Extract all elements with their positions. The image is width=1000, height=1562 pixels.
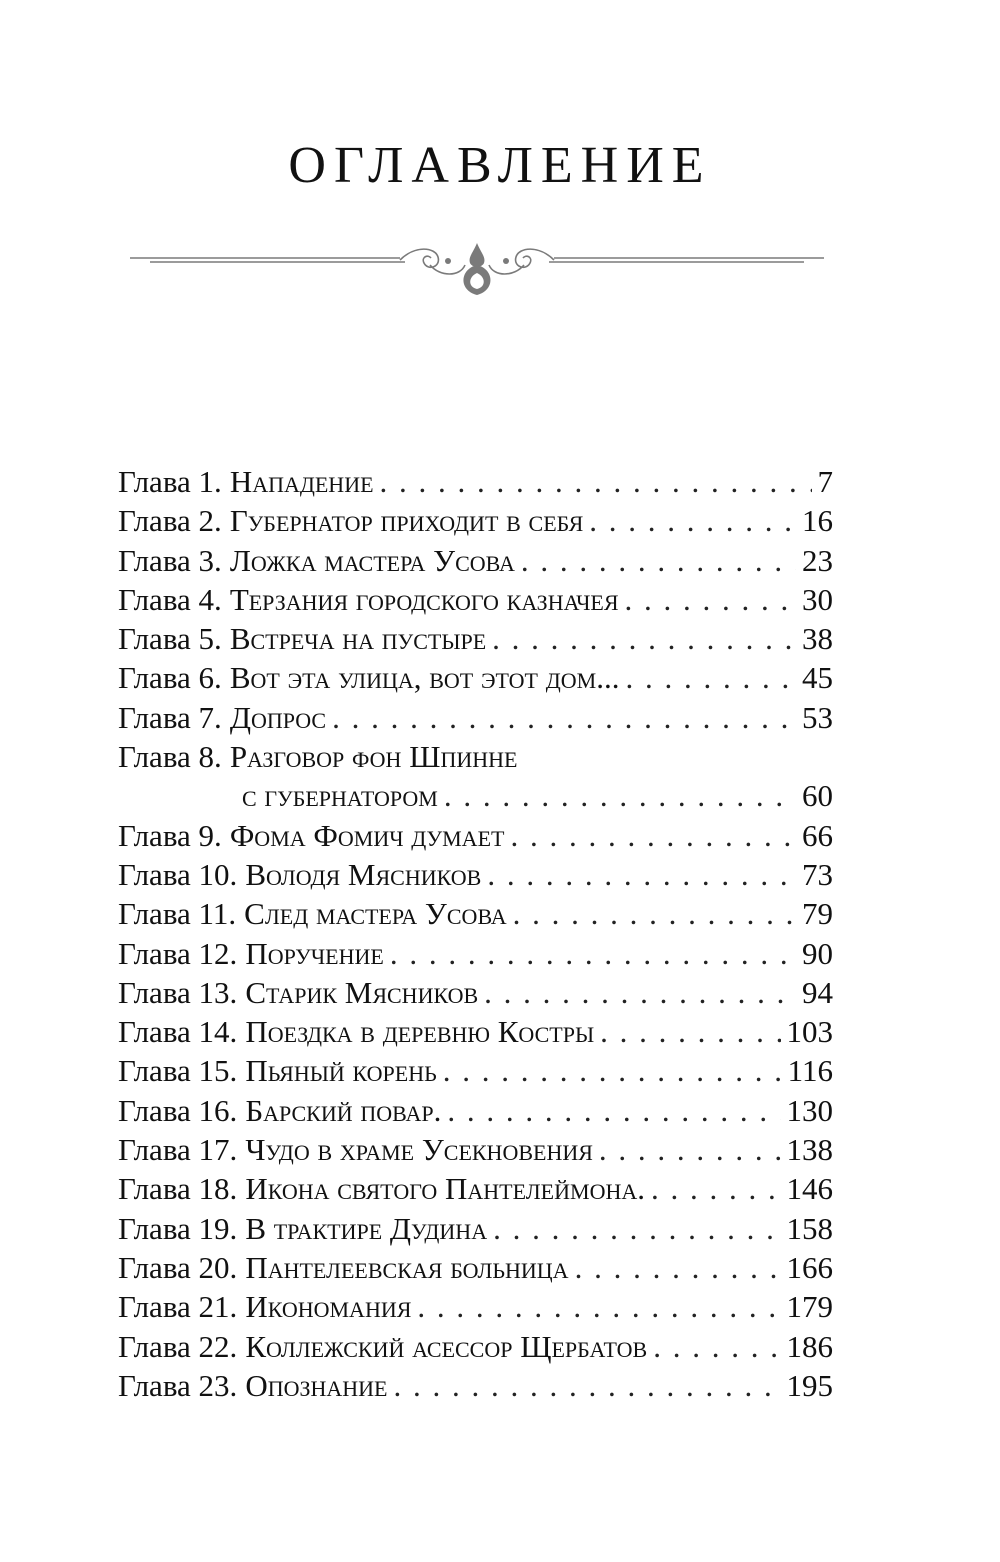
toc-entry: [118, 1287, 833, 1326]
chapter-title: Вот эта улица, вот этот дом...: [229, 660, 620, 696]
page-number: 138: [786, 1132, 833, 1168]
chapter-label: Глава 7.: [118, 699, 222, 735]
toc-entry: [118, 541, 833, 580]
chapter-label: Глава 17.: [118, 1132, 238, 1168]
chapter-title: Разговор фон Шпинне: [229, 739, 518, 775]
dot-leader: [599, 1130, 781, 1169]
page-number: 38: [802, 621, 833, 657]
toc-entry: [118, 934, 833, 973]
dot-leader: [653, 1327, 780, 1366]
chapter-label: Глава 14.: [118, 1014, 238, 1050]
toc-entry: [118, 855, 833, 894]
page-number: 130: [786, 1092, 833, 1128]
chapter-title: Старик Мясников: [245, 974, 479, 1010]
chapter-title: Пантелеевская больница: [245, 1249, 569, 1285]
dot-leader: [394, 1366, 781, 1405]
chapter-label: Глава 8.: [118, 739, 222, 775]
dot-leader: [600, 1012, 780, 1051]
toc-entry: [118, 1051, 833, 1090]
toc-entry: [118, 1366, 833, 1405]
dot-leader: [625, 580, 796, 619]
dot-leader: [521, 541, 796, 580]
page-number: 195: [786, 1367, 833, 1403]
chapter-label: Глава 19.: [118, 1210, 238, 1246]
page-number: 53: [802, 699, 833, 735]
chapter-title: Володя Мясников: [245, 856, 482, 892]
page-number: 186: [786, 1328, 833, 1364]
toc-entry-continuation: [118, 776, 833, 815]
dot-leader: [484, 973, 796, 1012]
chapter-title: Губернатор приходит в себя: [229, 503, 584, 539]
page-number: 103: [786, 1014, 833, 1050]
chapter-label: Глава 2.: [118, 503, 222, 539]
dot-leader: [575, 1248, 781, 1287]
chapter-title: Опознание: [245, 1367, 388, 1403]
dot-leader: [417, 1287, 780, 1326]
toc-entry: [118, 580, 833, 619]
chapter-title: След мастера Усова: [244, 896, 507, 932]
page-number: 166: [786, 1249, 833, 1285]
chapter-title: Фома Фомич думает: [229, 817, 505, 853]
dot-leader: [651, 1169, 781, 1208]
chapter-title: Терзания городского казначея: [229, 581, 619, 617]
page-number: 7: [817, 464, 833, 499]
toc-entry: [118, 1130, 833, 1169]
page-number: 16: [802, 503, 833, 539]
toc-entry: [118, 462, 833, 501]
page-number: 116: [787, 1053, 833, 1089]
chapter-label: Глава 3.: [118, 542, 222, 578]
dot-leader: [589, 501, 796, 540]
chapter-title: Коллежский асессор Щербатов: [245, 1328, 648, 1364]
chapter-title: Нападение: [229, 464, 374, 499]
dot-leader: [444, 776, 796, 815]
page-number: 73: [802, 856, 833, 892]
chapter-label: Глава 15.: [118, 1053, 238, 1089]
chapter-title: В трактире Дудина: [245, 1210, 488, 1246]
chapter-title: Допрос: [229, 699, 327, 735]
dot-leader: [625, 658, 796, 697]
page-number: 30: [802, 581, 833, 617]
chapter-label: Глава 13.: [118, 974, 238, 1010]
chapter-label: Глава 20.: [118, 1249, 238, 1285]
dot-leader: [390, 934, 796, 973]
toc-entry: [118, 501, 833, 540]
chapter-title-continuation: с губернатором: [242, 778, 438, 814]
ornament-divider-icon: [130, 235, 824, 305]
chapter-label: Глава 11.: [118, 896, 237, 932]
toc-entry: [118, 973, 833, 1012]
toc-entry: [118, 1327, 833, 1366]
page-number: 66: [802, 817, 833, 853]
chapter-title: Чудо в храме Усекновения: [245, 1132, 593, 1168]
chapter-title: Поручение: [245, 935, 384, 971]
chapter-title: Встреча на пустыре: [229, 621, 487, 657]
page-number: 60: [802, 778, 833, 814]
chapter-label: Глава 1.: [118, 464, 222, 499]
toc-entry: [118, 1169, 833, 1208]
toc-entry: [118, 1091, 833, 1130]
toc-entry: [118, 619, 833, 658]
toc-entry: [118, 816, 833, 855]
toc-entry: [118, 698, 833, 737]
dot-leader: [443, 1051, 782, 1090]
toc-entry: [118, 1012, 833, 1051]
chapter-label: Глава 22.: [118, 1328, 238, 1364]
toc-entry: [118, 1209, 833, 1248]
toc-entry: [118, 658, 833, 697]
chapter-label: Глава 5.: [118, 621, 222, 657]
toc-entry: [118, 737, 833, 776]
page-number: 23: [802, 542, 833, 578]
table-of-contents: [118, 462, 833, 1405]
chapter-label: Глава 21.: [118, 1289, 238, 1325]
toc-entry: [118, 894, 833, 933]
dot-leader: [487, 855, 796, 894]
chapter-title: Икона святого Пантелеймона.: [245, 1171, 645, 1207]
chapter-title: Пьяный корень: [245, 1053, 437, 1089]
dot-leader: [510, 816, 796, 855]
page-number: 94: [802, 974, 833, 1010]
toc-entry: [118, 1248, 833, 1287]
page-number: 90: [802, 935, 833, 971]
dot-leader: [447, 1091, 780, 1130]
chapter-label: Глава 12.: [118, 935, 238, 971]
page-title: ОГЛАВЛЕНИЕ: [288, 137, 712, 194]
dot-leader: [332, 698, 796, 737]
dot-leader: [513, 894, 796, 933]
chapter-label: Глава 4.: [118, 581, 222, 617]
page-number: 79: [802, 896, 833, 932]
chapter-label: Глава 18.: [118, 1171, 238, 1207]
dot-leader: [380, 462, 812, 501]
chapter-label: Глава 16.: [118, 1092, 238, 1128]
dot-leader: [493, 1209, 780, 1248]
chapter-label: Глава 9.: [118, 817, 222, 853]
page-number: 158: [786, 1210, 833, 1246]
chapter-label: Глава 10.: [118, 856, 238, 892]
page-number: 146: [786, 1171, 833, 1207]
chapter-title: Барский повар.: [245, 1092, 442, 1128]
page-number: 45: [802, 660, 833, 696]
chapter-title: Икономания: [245, 1289, 412, 1325]
dot-leader: [492, 619, 796, 658]
chapter-title: Ложка мастера Усова: [229, 542, 515, 578]
chapter-title: Поездка в деревню Костры: [245, 1014, 595, 1050]
chapter-label: Глава 6.: [118, 660, 222, 696]
chapter-label: Глава 23.: [118, 1367, 238, 1403]
page-number: 179: [786, 1289, 833, 1325]
